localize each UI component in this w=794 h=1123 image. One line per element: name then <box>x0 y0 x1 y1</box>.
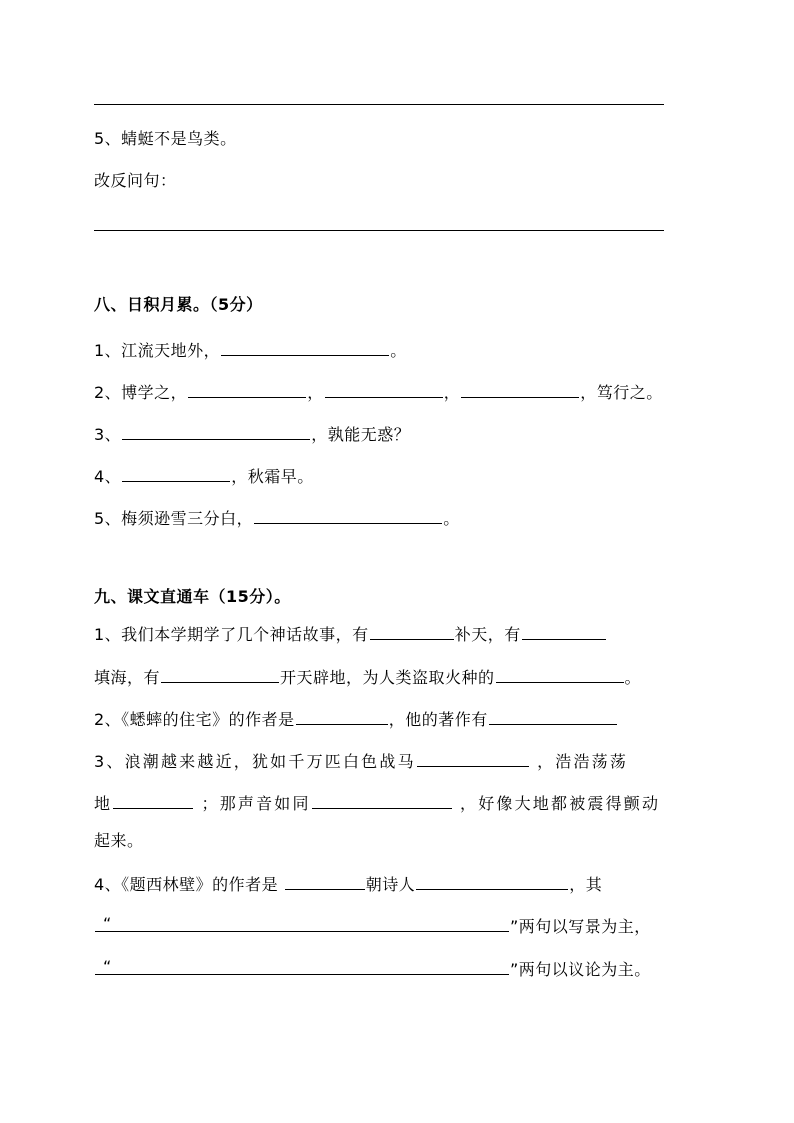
s8-item-4 <box>94 463 314 488</box>
fill-blank[interactable] <box>285 871 365 890</box>
fill-blank[interactable] <box>416 871 568 890</box>
fill-blank[interactable] <box>254 505 442 524</box>
item-text: ；那声音如同 <box>201 794 311 813</box>
fill-blank[interactable] <box>522 621 606 640</box>
item-text: ， <box>443 383 461 402</box>
item-text: 3、浪潮越来越近，犹如千万匹白色战马 <box>94 752 416 771</box>
s9-q1-line-2 <box>94 664 641 689</box>
fill-blank[interactable] <box>417 748 529 767</box>
q7-item-5: 5、蜻蜓不是鸟类。 <box>94 129 237 148</box>
fill-blank[interactable] <box>95 913 509 932</box>
s9-q3-line-1 <box>94 748 628 773</box>
item-text: ，浩浩荡荡 <box>537 752 629 771</box>
section-8-heading: 八、日积月累。（5分） <box>94 295 263 314</box>
item-text: 2、博学之， <box>94 383 188 402</box>
s8-item-3 <box>94 421 410 446</box>
item-text: 。 <box>390 341 407 360</box>
item-text: ，秋霜早。 <box>231 467 314 486</box>
s9-q2 <box>94 706 618 731</box>
s9-q4-line-1 <box>94 871 602 896</box>
fill-blank[interactable] <box>122 463 230 482</box>
item-text: 1、我们本学期学了几个神话故事，有 <box>94 625 369 644</box>
s8-item-1 <box>94 337 407 362</box>
q7-instruction: 改反问句： <box>94 171 177 190</box>
item-text: ，孰能无惑？ <box>311 425 411 444</box>
s9-q1-line-1 <box>94 621 607 646</box>
item-text: ，其 <box>569 875 603 894</box>
item-text: 开天辟地，为人类盗取火种的 <box>280 668 495 687</box>
section-9-heading: 九、课文直通车（15分）。 <box>94 587 291 606</box>
item-text: 地 <box>94 794 113 813</box>
item-text: ， <box>307 383 324 402</box>
item-text: 朝诗人 <box>365 875 416 894</box>
item-text: 4、《题西林壁》的作者是 <box>94 875 279 894</box>
open-quote: “ <box>103 914 112 933</box>
fill-blank[interactable] <box>188 379 306 398</box>
fill-blank[interactable] <box>95 956 509 975</box>
item-text: 3、 <box>94 425 122 444</box>
fill-blank[interactable] <box>461 379 579 398</box>
open-quote: “ <box>103 957 112 976</box>
answer-line <box>94 230 664 231</box>
item-text: ，笃行之。 <box>580 383 663 402</box>
item-text: 。 <box>443 509 460 528</box>
item-text: ”两句以写景为主， <box>510 917 651 936</box>
item-text: ，他的著作有 <box>388 710 488 729</box>
fill-blank[interactable] <box>489 706 617 725</box>
fill-blank[interactable] <box>312 790 452 809</box>
fill-blank[interactable] <box>296 706 388 725</box>
item-text: 1、江流天地外， <box>94 341 221 360</box>
fill-blank[interactable] <box>325 379 443 398</box>
fill-blank[interactable] <box>161 664 279 683</box>
item-text: 4、 <box>94 467 122 486</box>
item-text: 5、梅须逊雪三分白， <box>94 509 254 528</box>
s9-q4-line-2 <box>94 913 651 938</box>
item-text: 2、《蟋蟀的住宅》的作者是 <box>94 710 295 729</box>
s9-q3-line-3: 起来。 <box>94 831 144 850</box>
s8-item-2 <box>94 379 663 404</box>
fill-blank[interactable] <box>113 790 193 809</box>
fill-blank[interactable] <box>122 421 310 440</box>
item-text: ，好像大地都被震得颤动 <box>460 794 661 813</box>
s8-item-5 <box>94 505 460 530</box>
item-text: 补天，有 <box>454 625 521 644</box>
item-text: ”两句以议论为主。 <box>510 960 651 979</box>
s9-q3-line-2 <box>94 790 660 815</box>
fill-blank[interactable] <box>370 621 454 640</box>
item-text: 。 <box>624 668 642 687</box>
item-text: 填海，有 <box>94 668 161 687</box>
fill-blank[interactable] <box>221 337 389 356</box>
answer-line <box>94 104 664 105</box>
s9-q4-line-3 <box>94 956 651 981</box>
fill-blank[interactable] <box>496 664 624 683</box>
